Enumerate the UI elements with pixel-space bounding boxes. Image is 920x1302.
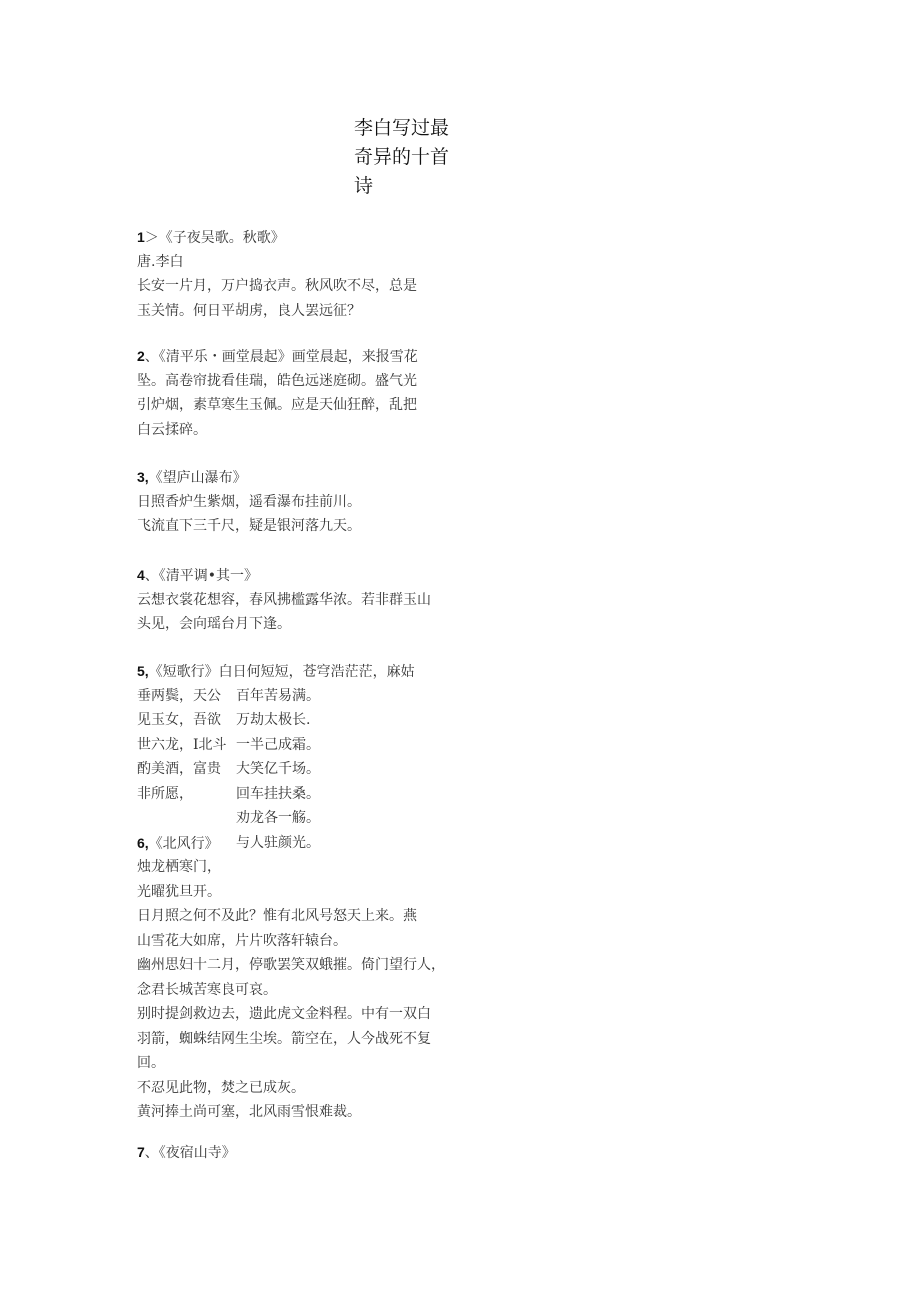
poem-line: 光曜犹旦开。 [137, 883, 221, 900]
poem-number: 3, [137, 469, 149, 485]
poem-line: 不忍见此物，焚之已成灰。 [137, 1079, 305, 1096]
poem-line: 日照香炉生紫烟，遥看瀑布挂前川。 [137, 493, 361, 510]
poem-line: 非所愿， [137, 785, 193, 802]
poem-5-right-column [236, 684, 436, 856]
poem-title: 《北风行》 [148, 835, 219, 852]
poem-line: 见玉女，吾欲 [137, 712, 221, 728]
poem-title: 《望庐山瀑布》 [148, 470, 247, 486]
poem-heading [137, 1140, 447, 1165]
poem-1 [137, 225, 447, 323]
poem-number: 4 [137, 567, 145, 583]
poem-line: 与人驻颜光。 [236, 834, 320, 851]
poem-title: 《短歌行》白日何短短，苍穹浩茫茫，麻姑 [148, 664, 415, 680]
poem-line: 劝龙各一觞。 [236, 810, 320, 826]
poem-3 [137, 465, 447, 539]
poem-line: 大笑亿千场。 [236, 761, 320, 777]
poem-heading [137, 831, 237, 856]
poem-line: 别时提剑救边去，遗此虎文金料程。中有一双白 [137, 1006, 431, 1022]
poem-5 [137, 659, 447, 684]
poem-5-left-column [137, 684, 237, 807]
poem-number: 6, [137, 834, 149, 851]
poem-6 [137, 855, 447, 1125]
title-line: 李白写过最 [354, 117, 450, 139]
poem-line: 长安一片月，万户捣衣声。秋风吹不尽，总是 [137, 278, 417, 294]
poem-line: 酌美酒，富贵 [137, 761, 221, 777]
poem-line: 世六龙，I北斗 [137, 736, 227, 753]
poem-line: 垂两鬓，天公 [137, 687, 221, 704]
poem-2 [137, 344, 447, 442]
poem-title: ＞《子夜吴歌。秋歌》 [144, 230, 285, 246]
poem-line: 飞流直下三千尺，疑是银河落九天。 [137, 518, 361, 534]
poem-heading [137, 465, 447, 490]
poem-heading [137, 563, 447, 588]
poem-number: 7 [137, 1144, 145, 1160]
poem-line: 幽州思妇十二月，停歌罢笑双蛾摧。倚门望行人， [137, 957, 445, 973]
poem-7 [137, 1140, 447, 1165]
poem-line: 百年苦易满。 [236, 687, 320, 704]
poem-title: 、《夜宿山寺》 [144, 1145, 236, 1161]
poem-line: 唐.李白 [137, 253, 184, 270]
poem-line: 引炉烟，素草寒生玉佩。应是天仙狂醉，乱把 [137, 397, 417, 413]
poem-4 [137, 563, 447, 637]
poem-line: 黄河捧土尚可塞，北风雨雪恨难裁。 [137, 1104, 361, 1120]
poem-number: 1 [137, 229, 145, 245]
poem-heading [137, 225, 447, 250]
poem-6-heading [137, 831, 237, 856]
poem-line: 云想衣裳花想容，春风拂槛露华浓。若非群玉山 [137, 591, 431, 608]
title-line: 诗 [354, 175, 374, 197]
poem-line: 念君长城苦寒良可哀。 [137, 981, 277, 998]
poem-line: 一半己成霜。 [236, 736, 320, 753]
poem-line: 坠。高卷帘拢看佳瑞，皓色远迷庭砌。盛气光 [137, 372, 417, 389]
poem-line: 日月照之何不及此？惟有北风号怒天上来。燕 [137, 908, 417, 924]
document-title [354, 114, 454, 201]
poem-line: 玉关情。何日平胡虏，良人罢远征？ [137, 302, 361, 319]
poem-line: 山雪花大如席，片片吹落轩辕台。 [137, 932, 347, 949]
poem-line: 羽箭，蜘蛛结网生尘埃。箭空在，人今战死不复 [137, 1030, 431, 1047]
poem-line: 万劫太极长. [236, 712, 311, 728]
poem-heading [137, 344, 447, 369]
poem-heading [137, 659, 447, 684]
poem-number: 2 [137, 348, 145, 364]
poem-number: 5, [137, 663, 149, 679]
poem-line: 回。 [137, 1055, 165, 1071]
title-line: 奇异的十首 [354, 146, 450, 168]
poem-line: 回车挂扶桑。 [236, 785, 320, 802]
poem-title: 、《清平乐・画堂晨起》画堂晨起，来报雪花 [144, 349, 418, 365]
poem-line: 烛龙栖寒门， [137, 859, 221, 875]
poem-line: 白云揉碎。 [137, 421, 207, 438]
poem-line: 头见，会向瑶台月下逢。 [137, 616, 291, 632]
poem-title: 、《清平调•其一》 [144, 568, 259, 584]
